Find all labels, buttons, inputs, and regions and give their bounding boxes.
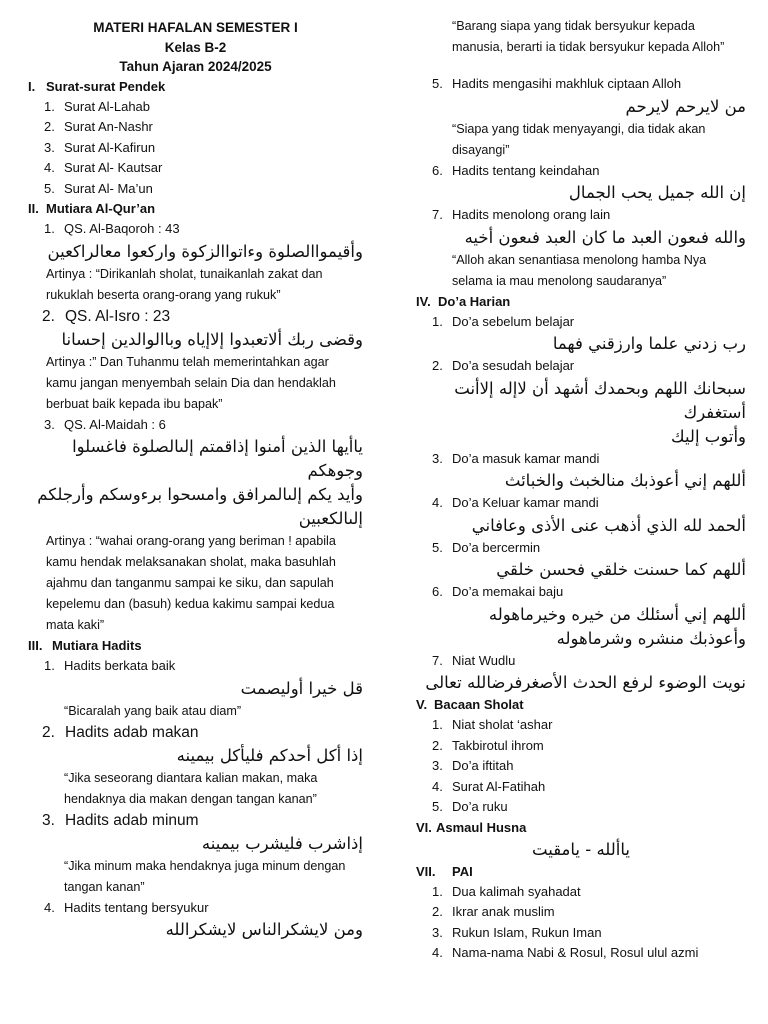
item-number: 3. bbox=[44, 416, 55, 432]
arabic-verse: وأيد يكم إلىالمرافق وامسحوا برءوسكم وأرجلكم إلىالكعبين bbox=[37, 485, 363, 528]
verse-meaning: Artinya : “wahai orang-orang yang beriman ! apabila kamu hendak melaksanakan sholat, maka basuhlah ajahmu dan tanganmu sampai ke siku, dan sapulah kepelemu dan (basuh) kedua kakimu sampai kedua mata kaki” bbox=[46, 534, 336, 632]
list-item bbox=[416, 449, 746, 470]
list-item bbox=[28, 656, 363, 677]
item-number: 3. bbox=[42, 811, 55, 829]
section-number: VII. bbox=[416, 863, 436, 879]
item-label: Do’a sebelum belajar bbox=[452, 313, 575, 329]
list-item bbox=[416, 902, 746, 923]
section-title: Surat-surat Pendek bbox=[46, 78, 166, 94]
item-number: 4. bbox=[44, 160, 55, 175]
item-number: 2. bbox=[432, 904, 443, 919]
item-number: 3. bbox=[432, 924, 443, 940]
item-label: Hadits adab makan bbox=[65, 723, 199, 741]
section-heading-asmaul-husna bbox=[416, 818, 746, 838]
item-label: Do’a masuk kamar mandi bbox=[452, 450, 600, 466]
item-number: 3. bbox=[432, 758, 443, 773]
arabic-doa: ألحمد لله الذي أذهب عنى الأذى وعافاني bbox=[471, 515, 746, 535]
arabic-asmaul-husna: ياألله - يامقيت bbox=[532, 839, 630, 859]
item-number: 1. bbox=[432, 717, 443, 732]
section-title: Mutiara Hadits bbox=[52, 638, 142, 653]
item-label: Do’a memakai baju bbox=[452, 584, 564, 599]
item-label: Hadits adab minum bbox=[65, 811, 199, 829]
list-item bbox=[416, 205, 746, 226]
list-item bbox=[28, 97, 363, 118]
hadits-meaning: “Alloh akan senantiasa menolong hamba Nya selama ia mau menolong saudaranya” bbox=[452, 252, 707, 288]
hadits-meaning: “Barang siapa yang tidak bersyukur kepada manusia, berarti ia tidak bersyukur kepada Alloh” bbox=[452, 19, 725, 54]
item-number: 5. bbox=[432, 539, 443, 555]
item-label: QS. Al-Baqoroh : 43 bbox=[64, 221, 180, 236]
item-label: QS. Al-Isro : 23 bbox=[65, 307, 171, 325]
arabic-doa: رب زدني علما وارزقني فهما bbox=[552, 334, 746, 353]
item-number: 2. bbox=[432, 358, 443, 373]
list-item bbox=[416, 651, 746, 672]
item-label: Do’a ruku bbox=[452, 799, 508, 814]
item-label: Hadits berkata baik bbox=[64, 658, 176, 673]
arabic-hadits: ومن لايشكرالناس لايشكرالله bbox=[165, 920, 363, 939]
list-item bbox=[416, 882, 746, 903]
item-number: 6. bbox=[432, 162, 443, 178]
item-label: Hadits tentang keindahan bbox=[452, 162, 600, 178]
list-item bbox=[28, 415, 363, 436]
item-number: 1. bbox=[44, 221, 55, 236]
item-number: 5. bbox=[432, 76, 443, 91]
section-heading-bacaan-sholat bbox=[416, 695, 746, 715]
arabic-hadits: من لايرحم لايرحم bbox=[625, 96, 746, 116]
list-item bbox=[416, 756, 746, 777]
item-label: Surat Al-Lahab bbox=[64, 98, 151, 114]
arabic-verse: وأقيمواالصلوة وءاتواالزكوة واركعوا معالراكعين bbox=[47, 241, 363, 261]
item-number: 2. bbox=[42, 307, 55, 325]
hadits-meaning: “Jika minum maka hendaknya juga minum dengan tangan kanan” bbox=[64, 858, 346, 894]
item-label: Do’a iftitah bbox=[452, 758, 514, 773]
list-item bbox=[28, 898, 363, 919]
arabic-doa: سبحانك اللهم وبحمدك أشهد أن لاإله إلاأنت أستغفرك bbox=[454, 378, 746, 422]
item-number: 1. bbox=[432, 313, 443, 329]
item-number: 1. bbox=[432, 883, 443, 899]
school-year: Tahun Ajaran 2024/2025 bbox=[119, 59, 272, 74]
list-item bbox=[416, 797, 746, 818]
item-label: Surat An-Nashr bbox=[64, 119, 153, 134]
item-label: Do’a Keluar kamar mandi bbox=[452, 495, 599, 510]
list-item bbox=[416, 923, 746, 944]
list-item bbox=[416, 161, 746, 182]
section-heading-mutiara-quran bbox=[28, 199, 363, 219]
item-label: Do’a sesudah belajar bbox=[452, 358, 575, 373]
arabic-hadits: إن الله جميل يحب الجمال bbox=[568, 183, 746, 202]
list-item bbox=[416, 715, 746, 736]
surat-list bbox=[28, 97, 363, 200]
hadits-meaning: “Bicaralah yang baik atau diam” bbox=[64, 703, 242, 718]
item-label: Niat Wudlu bbox=[452, 652, 516, 668]
item-label: Surat Al-Kafirun bbox=[64, 139, 156, 155]
list-item bbox=[416, 736, 746, 757]
item-number: 2. bbox=[432, 737, 443, 753]
section-number: V. bbox=[416, 697, 428, 712]
item-label: Do’a bercermin bbox=[452, 539, 541, 555]
arabic-verse: وقضى ربك ألاتعبدوا إلاإياه وباالوالدين إحسانا bbox=[61, 329, 363, 349]
item-label: Surat Al- Ma’un bbox=[64, 180, 153, 196]
item-number: 7. bbox=[432, 207, 443, 222]
arabic-hadits: إذاشرب فليشرب بيمينه bbox=[201, 833, 363, 853]
item-number: 3. bbox=[44, 139, 55, 155]
item-number: 4. bbox=[44, 899, 55, 915]
class-label: Kelas B-2 bbox=[164, 39, 227, 55]
arabic-doa: أللهم كما حسنت خلقي فحسن خلقي bbox=[496, 560, 746, 579]
section-heading-doa-harian bbox=[416, 292, 746, 312]
list-item bbox=[28, 117, 363, 138]
list-item bbox=[416, 943, 746, 964]
hadits-meaning: “Siapa yang tidak menyayangi, dia tidak akan disayangi” bbox=[452, 121, 706, 157]
item-label: QS. Al-Maidah : 6 bbox=[64, 416, 166, 432]
item-number: 3. bbox=[432, 450, 443, 466]
item-label: Surat Al-Fatihah bbox=[452, 778, 546, 794]
section-heading-pai bbox=[416, 862, 746, 882]
list-item bbox=[28, 722, 363, 744]
list-item bbox=[416, 312, 746, 333]
arabic-doa: أللهم إني أسئلك من خيره وخيرماهوله bbox=[488, 604, 746, 624]
list-item bbox=[416, 582, 746, 603]
item-label: Niat sholat ‘ashar bbox=[452, 717, 553, 732]
section-number: IV. bbox=[416, 293, 431, 309]
section-number: I. bbox=[28, 78, 36, 94]
item-label: Hadits mengasihi makhluk ciptaan Alloh bbox=[452, 76, 682, 91]
list-item bbox=[28, 219, 363, 240]
list-item bbox=[28, 138, 363, 159]
section-title: Mutiara Al-Qur’an bbox=[46, 201, 156, 216]
item-label: Surat Al- Kautsar bbox=[64, 160, 163, 175]
item-label: Nama-nama Nabi & Rosul, Rosul ulul azmi bbox=[452, 945, 699, 960]
item-label: Hadits menolong orang lain bbox=[452, 207, 611, 222]
right-column bbox=[416, 0, 746, 964]
item-number: 4. bbox=[432, 945, 443, 960]
arabic-hadits: والله فىعون العبد ما كان العبد فىعون أخيه bbox=[464, 227, 746, 247]
item-number: 5. bbox=[44, 180, 55, 196]
list-item bbox=[416, 356, 746, 377]
item-number: 5. bbox=[432, 799, 443, 814]
item-number: 1. bbox=[44, 658, 55, 673]
list-item bbox=[416, 538, 746, 559]
arabic-hadits: إذا أكل أحدكم فليأكل بيمينه bbox=[176, 745, 363, 765]
page-title: MATERI HAFALAN SEMESTER I bbox=[93, 20, 298, 35]
item-number: 7. bbox=[432, 652, 443, 668]
item-label: Rukun Islam, Rukun Iman bbox=[452, 924, 602, 940]
arabic-doa: وأتوب إليك bbox=[671, 426, 746, 446]
arabic-hadits: قل خيرا أوليصمت bbox=[240, 678, 363, 698]
section-title: Do’a Harian bbox=[438, 293, 511, 309]
section-title: PAI bbox=[452, 863, 473, 879]
section-number: II. bbox=[28, 201, 39, 216]
verse-meaning: Artinya :” Dan Tuhanmu telah memerintahkan agar kamu jangan menyembah selain Dia dan hendaklah berbuat baik kepada ibu bapak” bbox=[46, 354, 336, 411]
verse-meaning: Artinya : “Dirikanlah sholat, tunaikanlah zakat dan rukuklah beserta orang-orang yang rukuk” bbox=[46, 266, 323, 302]
item-label: Ikrar anak muslim bbox=[452, 904, 555, 919]
item-label: Hadits tentang bersyukur bbox=[64, 899, 209, 915]
section-title: Bacaan Sholat bbox=[434, 697, 524, 712]
arabic-doa: وأعوذبك منشره وشرماهوله bbox=[556, 628, 746, 648]
item-number: 1. bbox=[44, 98, 55, 114]
list-item bbox=[28, 810, 363, 832]
hadits-meaning: “Jika seseorang diantara kalian makan, maka hendaknya dia makan dengan tangan kanan” bbox=[64, 770, 318, 806]
list-item bbox=[28, 179, 363, 200]
section-title: Asmaul Husna bbox=[436, 819, 527, 835]
list-item bbox=[416, 493, 746, 514]
item-number: 6. bbox=[432, 584, 443, 599]
item-number: 2. bbox=[42, 723, 55, 741]
left-column bbox=[28, 0, 363, 942]
section-heading-mutiara-hadits bbox=[28, 636, 363, 656]
item-number: 2. bbox=[44, 119, 55, 134]
list-item bbox=[28, 306, 363, 328]
item-number: 4. bbox=[432, 495, 443, 510]
section-heading-surat bbox=[28, 77, 363, 97]
item-label: Takbirotul ihrom bbox=[452, 737, 544, 753]
section-number: VI. bbox=[416, 819, 432, 835]
arabic-doa: أللهم إني أعوذبك منالخبث والخبائث bbox=[504, 471, 746, 490]
list-item bbox=[28, 158, 363, 179]
section-number: III. bbox=[28, 638, 43, 653]
list-item bbox=[416, 74, 746, 95]
item-number: 4. bbox=[432, 778, 443, 794]
arabic-doa: نويت الوضوء لرفع الحدث الأصغرفرضالله تعالى bbox=[425, 673, 746, 692]
arabic-verse: ياأيها الذين أمنوا إذاقمتم إلىالصلوة فاغسلوا وجوهكم bbox=[72, 437, 363, 480]
item-label: Dua kalimah syahadat bbox=[452, 883, 581, 899]
list-item bbox=[416, 777, 746, 798]
